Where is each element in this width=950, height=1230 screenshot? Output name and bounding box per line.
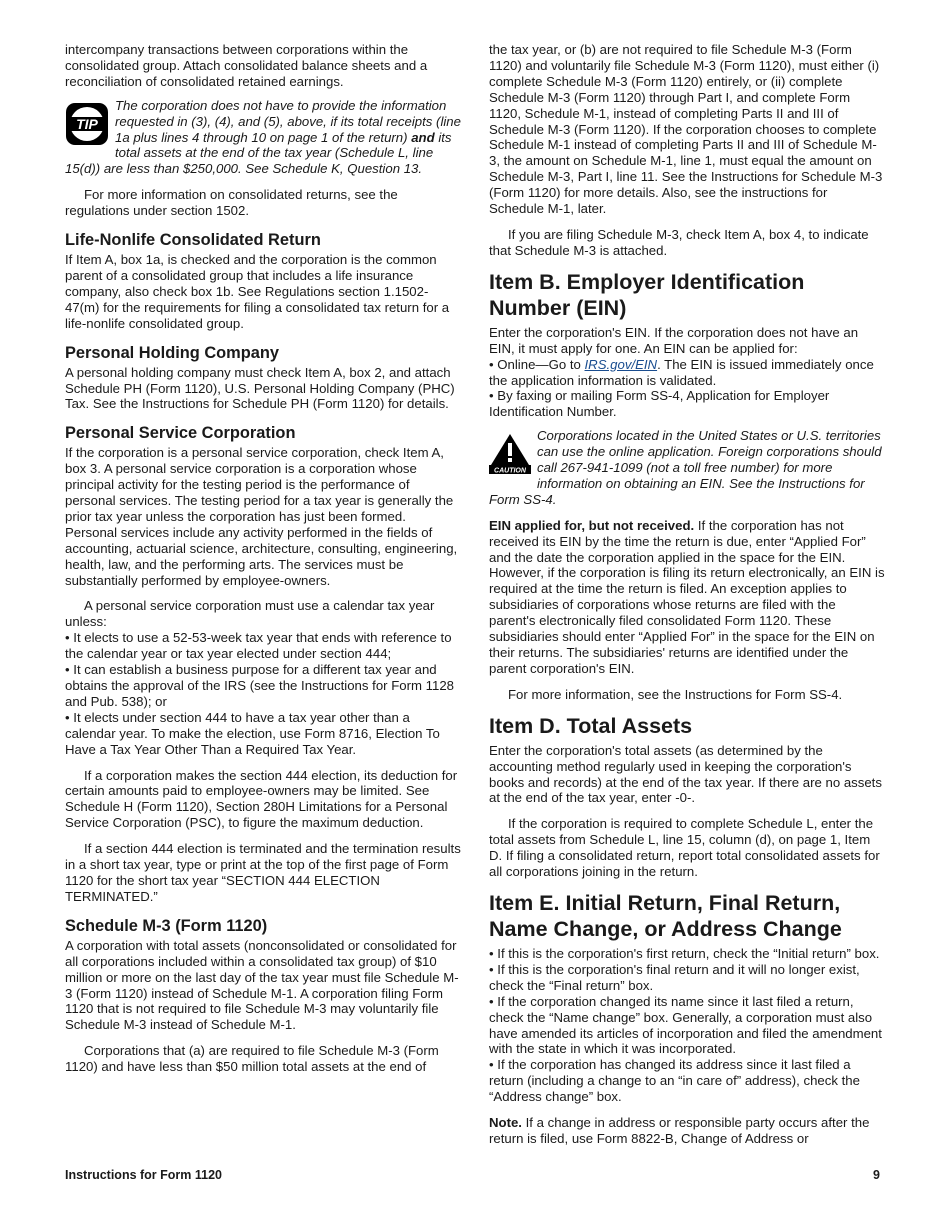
paragraph: A personal holding company must check Item A, box 2, and attach Schedule PH (Form 1120), U.S. Personal Holding Company (PHC) Tax. See the Instructions for Schedule PH (Form 1120) for details. <box>65 364 455 412</box>
paragraph: For more information, see the Instructions for Form SS-4. <box>508 686 843 702</box>
paragraph: the tax year, or (b) are not required to file Schedule M-3 (Form 1120) and voluntarily file Schedule M-3 (Form 1120), must either (i) complete Schedule M-3 (Form 1120) entirely, or (ii) complete Schedule M-3 (Form 1120) through Part I, and complete Form 1120, Schedule M-1, instead of completing Parts II and III of Schedule M-3 (Form 1120). If the corporation chooses to complete Schedule M-1 instead of completing Parts II and III of Schedule M-3, the amount on Schedule M-1, line 1, must equal the amount on Schedule M-3, Part I, line 11. See the Instructions for Schedule M-3 (Form 1120) for more details. Also, see the instructions for Schedule M-1, later. <box>489 42 883 217</box>
caution-badge-label: CAUTION <box>494 467 526 475</box>
heading-schedule-m3: Schedule M-3 (Form 1120) <box>65 916 268 935</box>
psc-bullet-list <box>65 630 461 757</box>
runin-heading: EIN applied for, but not received. <box>489 517 695 533</box>
paragraph: Note. If a change in address or responsible party occurs after the return is filed, use Form 8822-B, Change of Address or <box>489 1115 870 1146</box>
left-column <box>65 42 461 1075</box>
paragraph: A personal service corporation must use a calendar tax year unless: <box>65 598 435 630</box>
paragraph: If Item A, box 1a, is checked and the corporation is the common parent of a consolidated group that includes a life insurance company, also check box 1b. See Regulations section 1.1502-47(m) for the requirements for filing a consolidated tax return for a life-nonlife consolidated group. <box>65 252 450 331</box>
tip-text: The corporation does not have to provide the information requested in (3), (4), and (5), above, if its total receipts (line 1a plus lines 4 through 10 on page 1 of the return) <box>115 97 461 145</box>
list-item: • It elects to use a 52-53-week tax year that ends with reference to the calendar year or tax year elected under section 444; <box>65 630 461 662</box>
ein-bullet-list <box>489 357 885 421</box>
list-item: • By faxing or mailing Form SS-4, Application for Employer Identification Number. <box>489 388 885 420</box>
tip-icon <box>65 102 109 146</box>
tip-box <box>65 98 461 178</box>
heading-item-b: Item B. Employer Identification Number (EIN) <box>489 269 805 320</box>
right-column <box>489 42 885 1147</box>
list-item: • If this is the corporation's final return and it will no longer exist, check the “Final return” box. <box>489 962 885 994</box>
list-item: • If the corporation has changed its address since it last filed a return (including a change to an “in care of” address), check the “Address change” box. <box>489 1057 885 1105</box>
heading-personal-holding: Personal Holding Company <box>65 343 280 362</box>
list-item: • Online—Go to IRS.gov/EIN. The EIN is issued immediately once the application information is validated. <box>489 357 885 389</box>
heading-personal-service: Personal Service Corporation <box>65 424 296 443</box>
heading-item-e: Item E. Initial Return, Final Return, Name Change, or Address Change <box>489 890 842 941</box>
paragraph: Enter the corporation's EIN. If the corporation does not have an EIN, it must apply for one. An EIN can be applied for: <box>489 324 859 356</box>
list-item: • It elects under section 444 to have a tax year other than a calendar year. To make the election, use Form 8716, Election To Have a Tax Year Other Than a Required Tax Year. <box>65 710 461 758</box>
paragraph: If the corporation is required to complete Schedule L, enter the total assets from Schedule L, line 15, column (d), on page 1, Item D. If filing a consolidated return, report total consolidated assets for all corporations joining in the return. <box>489 816 880 880</box>
note-label: Note. <box>489 1115 522 1131</box>
item-e-bullet-list <box>489 946 885 1105</box>
heading-life-nonlife: Life-Nonlife Consolidated Return <box>65 231 321 250</box>
paragraph: Corporations that (a) are required to file Schedule M-3 (Form 1120) and have less than $50 million total assets at the end of <box>65 1043 439 1075</box>
paragraph: If a section 444 election is terminated and the termination results in a short tax year, type or print at the top of the first page of Form 1120 for the short tax year “SECTION 444 ELECTION TERMINATED.” <box>65 841 461 904</box>
paragraph: If you are filing Schedule M-3, check Item A, box 4, to indicate that Schedule M-3 is attached. <box>489 226 869 258</box>
heading-item-d: Item D. Total Assets <box>489 713 693 738</box>
list-item: • It can establish a business purpose for a different tax year and obtains the approval of the IRS (see the Instructions for Form 1128 and Pub. 538); or <box>65 662 461 710</box>
footer-title: Instructions for Form 1120 <box>65 1168 222 1182</box>
irs-ein-link[interactable]: IRS.gov/EIN <box>584 356 658 372</box>
paragraph: If the corporation is a personal service corporation, check Item A, box 3. A personal service corporation is a corporation whose principal activity for the testing period is the performance of personal services. The testing period for a tax year is generally the prior tax year unless the corporation has just been formed. Personal services include any activity performed in the fields of accounting, actuarial science, architecture, consulting, engineering, health, law, and the performing arts. The services must be substantially performed by employee-owners. <box>65 445 458 588</box>
caution-box <box>489 428 885 508</box>
paragraph: If a corporation makes the section 444 election, its deduction for certain amounts paid to employee-owners may be limited. See Schedule H (Form 1120), Section 280H Limitations for a Personal Service Corporation (PSC), to figure the maximum deduction. <box>65 767 458 831</box>
paragraph: A corporation with total assets (nonconsolidated or consolidated for all corporations included within a consolidated tax group) of $10 million or more on the last day of the tax year must file Schedule M-3 (Form 1120) instead of Schedule M-1. A corporation filing Form 1120 that is not required to file Schedule M-3 may voluntarily file Schedule M-3 instead of Schedule M-1. <box>65 937 459 1033</box>
list-item: • If this is the corporation's first return, check the “Initial return” box. <box>489 946 885 962</box>
tip-text: its total assets at the end of the tax year (Schedule L, line 15(d)) are less than $250,000. See Schedule K, Question 13. <box>65 129 452 177</box>
list-item: • If the corporation changed its name since it last filed a return, check the “Name change” box. Generally, a corporation must also have amended its articles of incorporation and filed the amendment with the state in which it was incorporated. <box>489 994 885 1058</box>
paragraph: intercompany transactions between corporations within the consolidated group. Attach consolidated balance sheets and a reconciliation of consolidated retained earnings. <box>65 42 428 89</box>
paragraph: Enter the corporation's total assets (as determined by the accounting method regularly used in keeping the corporation's books and records) at the end of the tax year. If there are no assets at the end of the tax year, enter -0-. <box>489 742 882 806</box>
paragraph: EIN applied for, but not received. If the corporation has not received its EIN by the time the return is due, enter “Applied For” and the date the corporation applied in the space for the EIN. However, if the corporation is filing its return electronically, an EIN is required at the time the return is filed. An exception applies to subsidiaries of corporations whose returns are filed with the parent's electronically filed consolidated Form 1120. These subsidiaries should enter “Applied For” in the space for the EIN on their returns. The subsidiaries' returns are identified under the parent corporation's EIN. <box>489 517 885 676</box>
tip-text-bold: and <box>411 129 435 145</box>
paragraph: For more information on consolidated returns, see the regulations under section 1502. <box>65 187 398 219</box>
caution-text: Corporations located in the United States or U.S. territories can use the online application. Foreign corporations should call 267-941-1099 (not a toll free number) for more information on obtaining an EIN. See the Instructions for Form SS-4. <box>489 428 882 507</box>
caution-icon <box>489 432 531 474</box>
tip-badge-label: TIP <box>76 115 98 132</box>
page-number: 9 <box>873 1168 880 1182</box>
